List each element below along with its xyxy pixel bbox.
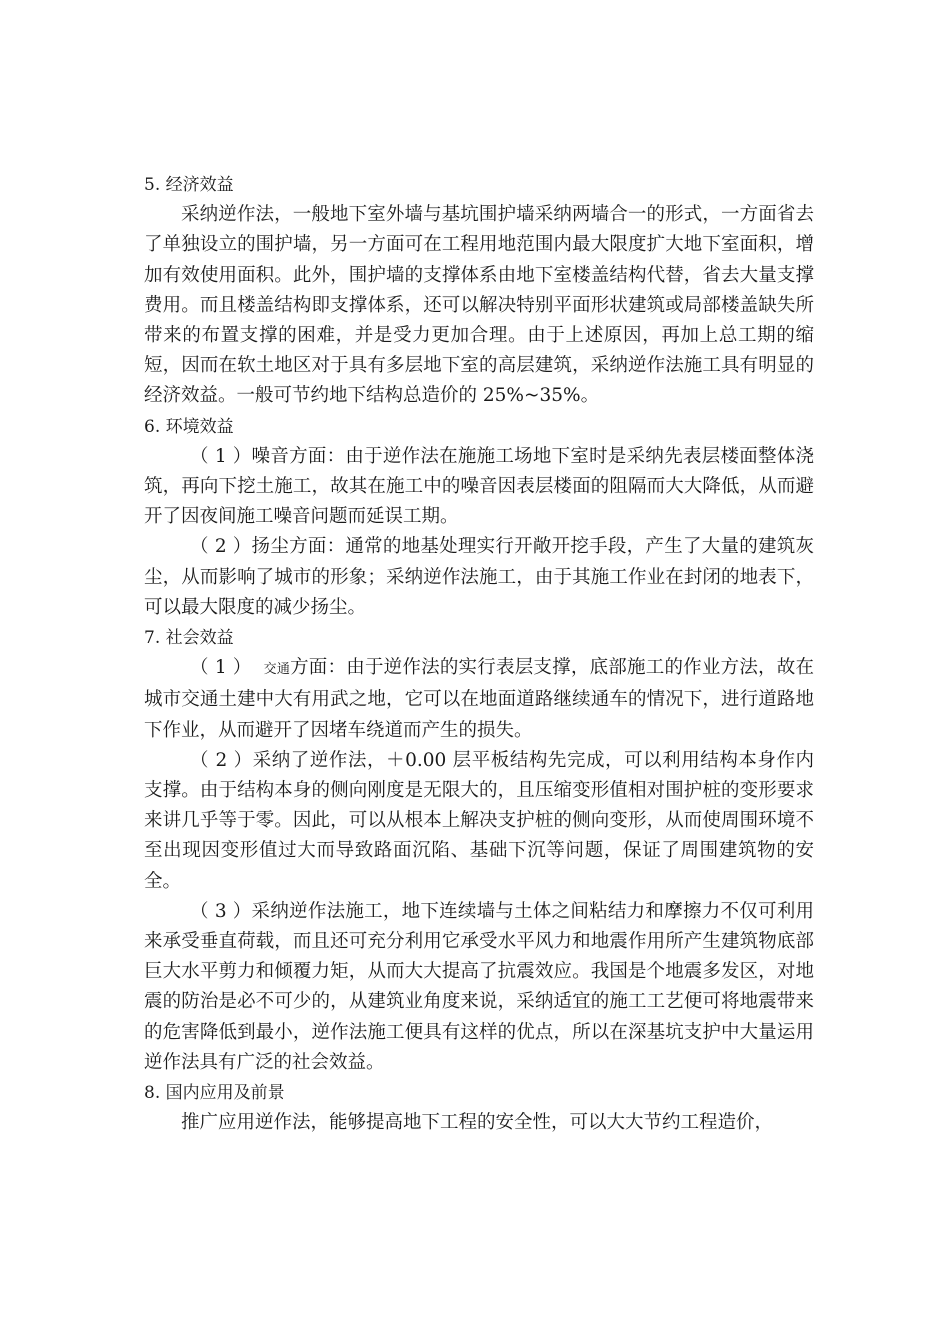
paragraph-economic-benefit: 采纳逆作法，一般地下室外墙与基坑围护墙采纳两墙合一的形式，一方面省去了单独设立的围护墙，另一方面可在工程用地范围内最大限度扩大地下室面积，增加有效使用面积。此外，围护墙的支撑体系由地下室楼盖结构代替，省去大量支撑费用。而且楼盖结构即支撑体系，还可以解决特别平面形状建筑或局部楼盖缺失所带来的布置支撑的困难，并是受力更加合理。由于上述原因，再加上总工期的缩短，因而在软土地区对于具有多层地下室的高层建筑，采纳逆作法施工具有明显的经济效益。一般可节约地下结构总造价的 25%~35%。: [144, 204, 814, 407]
section-heading-social-benefit: 7. 社会效益: [144, 628, 234, 649]
section-heading-environmental-benefit: 6. 环境效益: [144, 416, 234, 437]
section-heading-economic-benefit: 5. 经济效益: [144, 175, 234, 195]
paragraph-domestic-application: 推广应用逆作法，能够提高地下工程的安全性，可以大大节约工程造价，: [181, 1112, 774, 1134]
paragraph-seismic: （ 3 ）采纳逆作法施工，地下连续墙与土体之间粘结力和摩擦力不仅可利用来承受垂直荷载，而且还可充分利用它承受水平风力和地震作用所产生建筑物底部巨大水平剪力和倾覆力矩，从而大大提高了抗震效应。我国是个地震多发区，对地震的防治是必不可少的，从建筑业角度来说，采纳适宜的施工工艺便可将地震带来的危害降低到最小，逆作法施工便具有这样的优点，所以在深基坑支护中大量运用逆作法具有广泛的社会效益。: [144, 900, 814, 1073]
section-heading-domestic-application: 8. 国内应用及前景: [144, 1083, 285, 1104]
paragraph-internal-support: （ 2 ）采纳了逆作法，＋0.00 层平板结构先完成，可以利用结构本身作内支撑。由于结构本身的侧向刚度是无限大的，且压缩变形值相对围护桩的变形要求来讲几乎等于零。因此，可以从根本上解决支护桩的侧向变形，从而使周围环境不至出现因变形值过大而导致路面沉陷、基础下沉等问题，保证了周围建筑物的安全。: [144, 749, 814, 892]
paragraph-traffic: [144, 653, 814, 746]
document-body: [144, 170, 814, 1139]
paragraph-noise: （ 1 ）噪音方面：由于逆作法在施施工场地下室时是采纳先表层楼面整体浇筑，再向下挖土施工，故其在施工中的噪音因表层楼面的阻隔而大大降低，从而避开了因夜间施工噪音问题而延误工期。: [144, 445, 814, 528]
paragraph-dust: （ 2 ）扬尘方面：通常的地基处理实行开敞开挖手段，产生了大量的建筑灰尘，从而影响了城市的形象；采纳逆作法施工，由于其施工作业在封闭的地表下，可以最大限度的减少扬尘。: [144, 536, 814, 618]
traffic-item-keyword: 交通: [263, 662, 291, 678]
traffic-item-prefix: （ 1 ）: [190, 657, 264, 679]
traffic-item-text: 方面：由于逆作法的实行表层支撑，底部施工的作业方法，故在城市交通土建中大有用武之地，它可以在地面道路继续通车的情况下，进行道路地下作业，从而避开了因堵车绕道而产生的损失。: [144, 657, 814, 741]
